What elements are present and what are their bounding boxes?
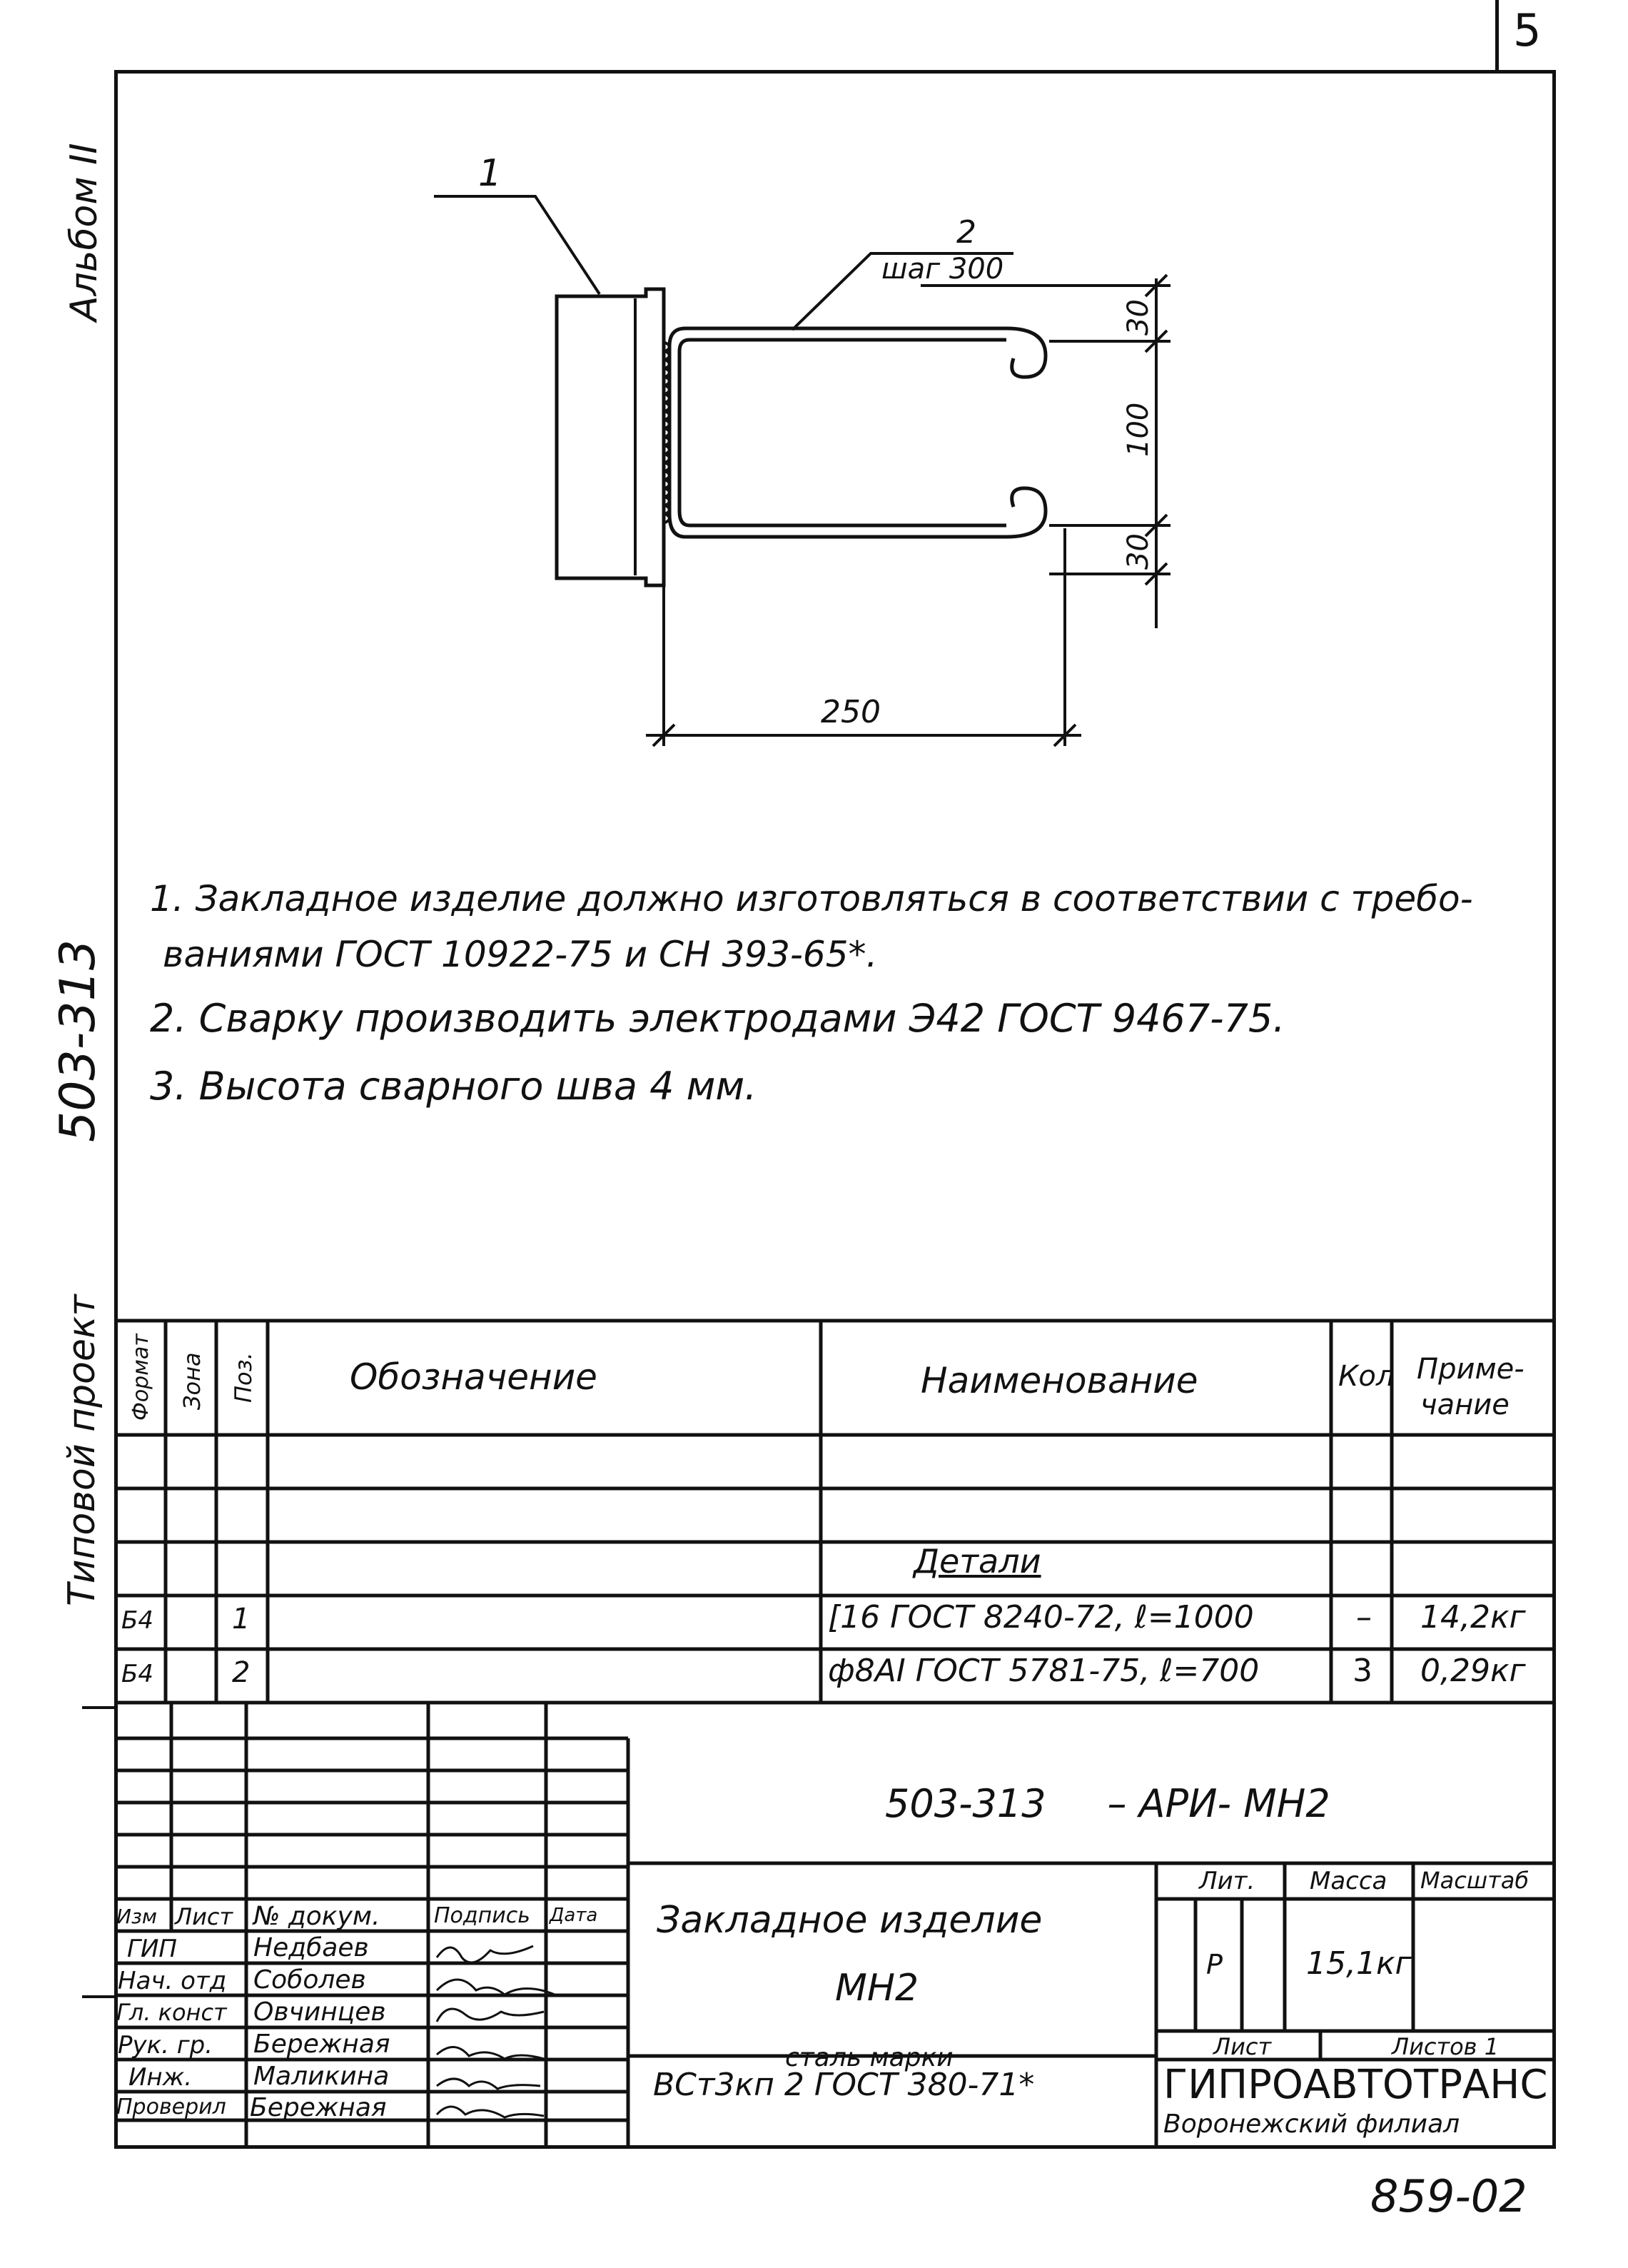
col-note-1: Приме- [1417, 1353, 1525, 1386]
org-branch: Воронежский филиал [1163, 2110, 1460, 2139]
row-2-pos: 2 [232, 1656, 251, 1689]
pos-1-label: 1 [478, 152, 502, 195]
stamp-doc: № докум. [253, 1902, 380, 1931]
stamp-list: Лист [175, 1903, 233, 1930]
staff-name-1: Недбаев [253, 1933, 369, 1962]
row-2-qty: 3 [1353, 1653, 1372, 1689]
dim-top: 30 [1122, 299, 1155, 336]
stamp-sign: Подпись [434, 1903, 530, 1928]
sheet-number: 5 [1513, 4, 1542, 56]
section-details: Детали [914, 1542, 1041, 1581]
staff-name-4: Бережная [253, 2030, 390, 2059]
sheet-label: Лист [1213, 2033, 1272, 2060]
step-label: шаг 300 [881, 253, 1004, 286]
note-1a: 1. Закладное изделие должно изготовляться в соответствии с требо- [150, 878, 1473, 919]
sheets-label: Листов 1 [1392, 2033, 1500, 2060]
staff-name-3: Овчинцев [253, 1997, 386, 2027]
lit-value: Р [1206, 1949, 1223, 1980]
row-1-qty: – [1356, 1599, 1372, 1636]
project-label: Типовой проект [61, 1294, 103, 1606]
material-1: сталь марки [785, 2043, 954, 2072]
dim-bot: 30 [1122, 533, 1155, 570]
note-2: 2. Сварку производить электродами Э42 ГОСТ 9467-75. [150, 996, 1285, 1041]
doc-title-1: Закладное изделие [657, 1899, 1043, 1942]
pos-2-label: 2 [956, 214, 976, 251]
row-1-name: [16 ГОСТ 8240-72, ℓ=1000 [828, 1599, 1254, 1636]
col-name: Наименование [921, 1360, 1198, 1401]
scale-label: Масштаб [1420, 1867, 1530, 1894]
doc-code: 503-313 – АРИ- МН2 [885, 1781, 1330, 1826]
dim-mid: 100 [1122, 402, 1155, 457]
col-designation: Обозначение [350, 1356, 597, 1398]
staff-name-5: Маликина [253, 2062, 390, 2091]
staff-role-2: Нач. отд [118, 1967, 227, 1995]
col-zone: Зона [178, 1352, 206, 1410]
staff-role-3: Гл. конст [116, 1999, 227, 2026]
stamp-date: Дата [550, 1905, 598, 1926]
row-2-name: ф8АI ГОСТ 5781-75, ℓ=700 [828, 1653, 1260, 1689]
staff-name-2: Соболев [253, 1965, 366, 1995]
col-qty: Кол [1338, 1360, 1395, 1393]
row-2-format: Б4 [121, 1660, 153, 1688]
staff-role-4: Рук. гр. [118, 2031, 213, 2060]
album-label: Альбом II [63, 143, 106, 321]
row-1-note: 14,2кг [1420, 1599, 1526, 1636]
note-3: 3. Высота сварного шва 4 мм. [150, 1064, 757, 1109]
staff-name-6: Бережная [250, 2093, 387, 2122]
staff-role-5: Инж. [128, 2063, 193, 2092]
doc-title-2: МН2 [835, 1967, 919, 2010]
archive-code: 859-02 [1370, 2170, 1527, 2222]
org-name: ГИПРОАВТОТРАНС [1163, 2062, 1548, 2108]
staff-role-1: ГИП [127, 1935, 177, 1963]
material-2: ВСт3кп 2 ГОСТ 380-71* [653, 2067, 1035, 2103]
series-label: 503-313 [50, 939, 106, 1142]
mass-label: Масса [1310, 1867, 1387, 1895]
dim-width: 250 [821, 694, 881, 730]
mass-value: 15,1кг [1306, 1945, 1412, 1982]
col-note-2: чание [1420, 1388, 1510, 1421]
staff-role-6: Проверил [116, 2095, 226, 2120]
col-pos: Поз. [230, 1352, 257, 1403]
note-1b: ваниями ГОСТ 10922-75 и СН 393-65*. [163, 934, 878, 975]
stamp-izm: Изм [116, 1905, 157, 1928]
row-1-format: Б4 [121, 1606, 153, 1635]
row-1-pos: 1 [232, 1603, 251, 1636]
row-2-note: 0,29кг [1420, 1653, 1526, 1689]
col-format: Формат [128, 1334, 153, 1421]
lit-label: Лит. [1199, 1867, 1255, 1895]
